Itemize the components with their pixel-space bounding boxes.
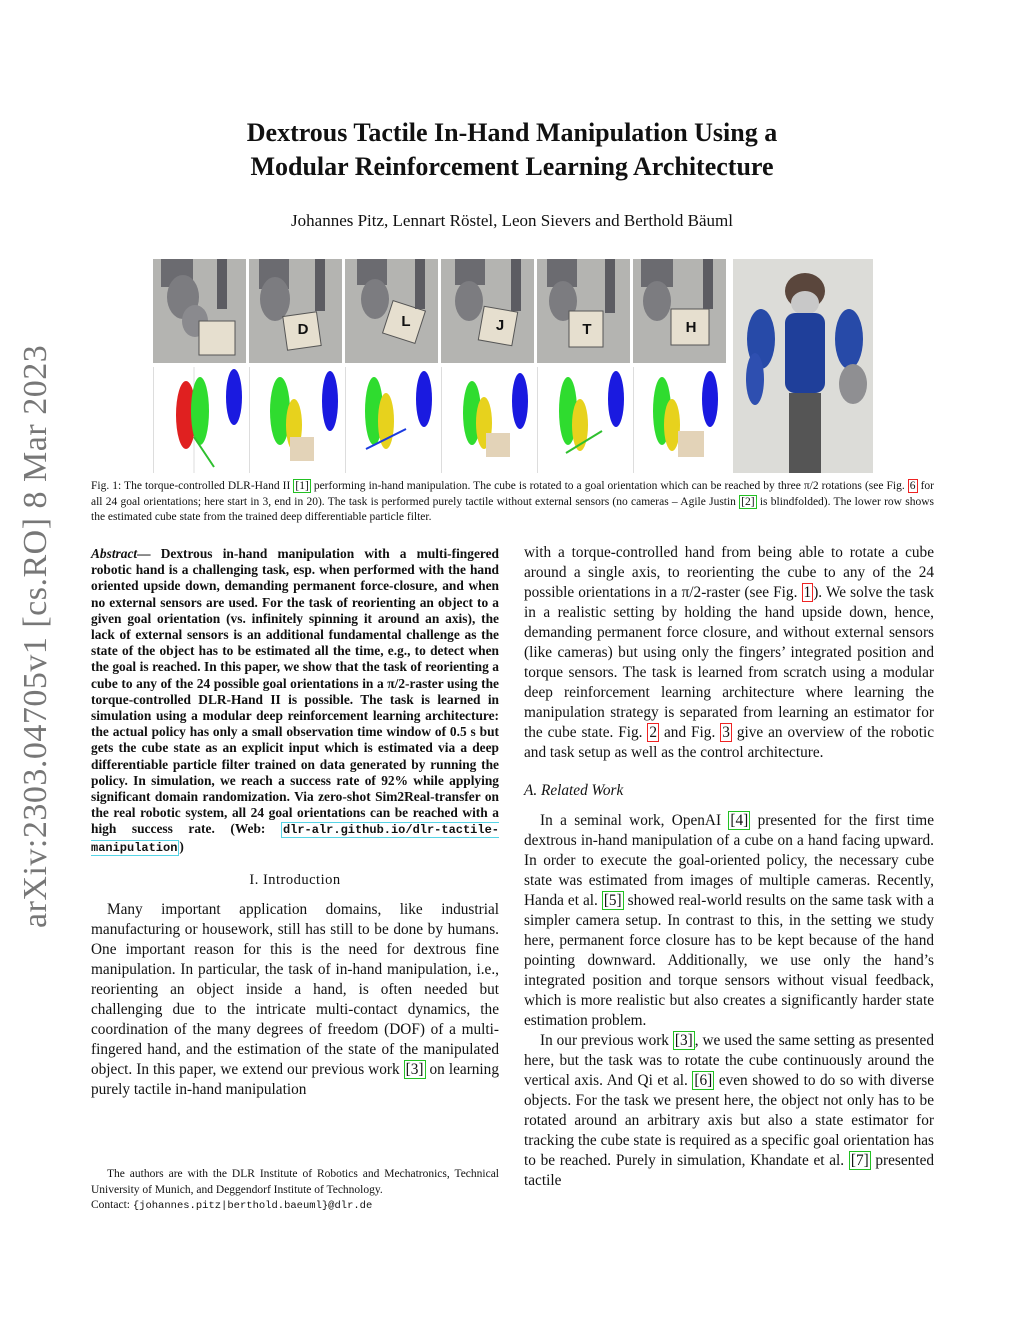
right-p1-text-b: ). We solve the task in a realistic setting by holding the hand upside down, hence, demanding permanent force closure, and without external sensors (like cameras) but using only the fingers’ integrated position and torque sensors. The task is learned from scratch using a modular deep reinforcement learning architecture where learning the manipulation strategy is separated from learning an estimator for the cube state. Fig. xyxy=(524,584,935,741)
intro-text: Many important application domains, like industrial manufacturing or housework, still has still to be done by humans. One important reason for this is the need for dextrous fine manipulation. In particular, the task of in-hand manipulation, i.e., reorienting an object inside a hand, is often needed but challenging due to the intricate multi-contact dynamics, the coordination of the many degrees of freedom (DOF) of a multi-fingered hand, and the estimation of the state of the manipulated object. In this paper, we extend our previous work xyxy=(91,900,499,1078)
abstract-close: ) xyxy=(179,838,184,854)
hand-photo-2 xyxy=(249,259,342,363)
right-p1-text-c: and Fig. xyxy=(659,724,721,741)
photo-frame-6 xyxy=(633,259,726,363)
sim-render-3 xyxy=(346,367,439,473)
photo-frame-1 xyxy=(153,259,246,363)
rw-p2-text-d: presented tactile xyxy=(524,1152,935,1189)
figure-3-link[interactable]: 3 xyxy=(722,724,730,741)
sim-frame-6 xyxy=(633,367,727,473)
cube-letter-4: J xyxy=(495,317,505,334)
figure-1-link[interactable]: 1 xyxy=(803,584,812,601)
hand-photo-4 xyxy=(441,259,534,363)
caption-text-1: Fig. 1: The torque-controlled DLR-Hand II xyxy=(91,480,294,492)
figure-caption xyxy=(91,479,934,526)
right-p1-text-a: with a torque-controlled hand from being able to rotate a cube around a single axis, to reorienting the cube to any of the 24 possible orientations in a π/2-raster (see Fig. xyxy=(524,544,934,601)
hand-photo-1 xyxy=(153,259,246,363)
sim-render-6 xyxy=(634,367,727,473)
cube-letter-3: L xyxy=(401,313,411,330)
citation-5[interactable]: [5] xyxy=(603,892,622,909)
sim-render-5 xyxy=(538,367,631,473)
right-column xyxy=(524,543,934,1191)
rw-p1-text-c: showed real-world results on the same task with a simpler camera setup. In contrast to this, in the setting we study here, permanent force closure has to be kept because of the hand pointing downward. Additionally, we use only the hand’s integrated position and torque sensors without visual feedback, which is more realistic but also creates a significantly harder state estimation problem. xyxy=(524,892,934,1029)
abstract-text: — Dextrous in-hand manipulation with a multi-fingered robotic hand is a challenging task, esp. when performed with the hand oriented upside down, demanding permanent force-closure, and when no external sensors are used. For the task of reorienting an object to a given goal orientation (vs. infinitely spinning it around an axis), the lack of external sensors is an additional fundamental challenge as the state of the object has to be estimated all the time, e.g., to detect when the goal is reached. In this paper, we show that the task of reorienting a cube to any of the 24 possible goal orientations in a π/2-raster using the torque-controlled DLR-Hand II is possible. The task is learned in simulation using a modular deep reinforcement learning architecture: the actual policy has only a small observation time window of 0.5 s but gets the cube state as an explicit input which is estimated via a deep differentiable particle filter trained on data generated by running the policy. In simulation, we reach a success rate of 92% while applying significant domain randomization. Via zero-shot Sim2Real-transfer on the real robotic system, all 24 goal orientations can be reached with a high success rate. (Web: xyxy=(91,546,499,837)
agile-justin-photo xyxy=(733,259,873,473)
arxiv-identifier: arXiv:2303.04705v1 [cs.RO] 8 Mar 2023 xyxy=(17,344,54,928)
intro-paragraph xyxy=(91,900,499,1100)
photo-frame-3 xyxy=(345,259,438,363)
sim-frame-3 xyxy=(345,367,439,473)
caption-citation-2[interactable]: [2] xyxy=(741,495,755,508)
sim-render-4 xyxy=(442,367,535,473)
caption-citation-1[interactable]: [1] xyxy=(295,480,309,492)
caption-text-3: for all 24 goal orientations; here start in 3, end in 20). The task is performed purely tactile without external sensors (no cameras – Agile Justin xyxy=(91,480,934,508)
rw-p2-text-b: , we used the same setting as presented here, but the task was to rotate the cube continuously around the vertical axis. And Qi et al. xyxy=(524,1032,934,1089)
sim-frame-4 xyxy=(441,367,535,473)
intro-citation[interactable]: [3] xyxy=(405,1060,424,1078)
contact-label: Contact: xyxy=(91,1199,133,1211)
citation-6[interactable]: [6] xyxy=(694,1072,713,1089)
hand-photo-6 xyxy=(633,259,726,363)
caption-text-4: is blindfolded). The lower row shows the estimated cube state from the trained deep differentiable particle filter. xyxy=(91,495,934,523)
abstract-label: Abstract xyxy=(91,546,138,561)
author-footnote xyxy=(91,1167,499,1215)
photo-frame-5 xyxy=(537,259,630,363)
rw-p1-text-b: presented for the first time dextrous in-hand manipulation of a cube on a hand facing upward. In order to execute the goal-oriented policy, the necessary cube state was estimated from images of multiple cameras. Recently, Handa et al. xyxy=(524,812,934,909)
contact-line xyxy=(91,1198,499,1215)
cube-letter-6: H xyxy=(685,319,697,336)
sim-render-1 xyxy=(154,367,247,473)
rw-p1-text-a: In a seminal work, OpenAI xyxy=(540,812,729,829)
related-work-paragraph-2 xyxy=(524,1031,934,1191)
contact-email[interactable]: {johannes.pitz|berthold.baeuml}@dlr.de xyxy=(132,1200,373,1212)
photo-frame-2 xyxy=(249,259,342,363)
left-column xyxy=(91,546,499,1100)
intro-text-end: on learning purely tactile in-hand manipulation xyxy=(91,1060,499,1098)
robot-illustration xyxy=(733,259,873,473)
sim-frame-1 xyxy=(153,367,247,473)
caption-figure-link[interactable]: 6 xyxy=(909,480,916,492)
rw-p2-text-c: even showed to do so with diverse objects. For the task we present here, the object not only has to be rotated around an arbitrary axis but also a state estimator for tracking the cube state is required as a specific goal orientation has to be reached. Purely in simulation, Khandate et al. xyxy=(524,1072,934,1169)
sim-frame-5 xyxy=(537,367,631,473)
citation-3[interactable]: [3] xyxy=(674,1032,693,1049)
figure-2-link[interactable]: 2 xyxy=(649,724,658,741)
citation-4[interactable]: [4] xyxy=(730,812,749,829)
cube-letter-5: T xyxy=(582,321,592,338)
photo-frame-4 xyxy=(441,259,534,363)
affiliation-text: The authors are with the DLR Institute of Robotics and Mechatronics, Technical University of Munich, and Deggendorf Institute of Technology. xyxy=(91,1168,499,1196)
cube-letter-1 xyxy=(210,327,234,347)
rw-p2-text-a: In our previous work xyxy=(540,1032,673,1049)
project-website-link[interactable]: dlr-alr.github.io/dlr-tactile-manipulation xyxy=(91,823,499,855)
sim-frame-2 xyxy=(249,367,343,473)
right-p1-text-d: give an overview of the robotic and task setup as well as the control architecture. xyxy=(524,724,934,761)
section-heading-introduction: I. Introduction xyxy=(249,871,341,888)
cube-letter-2: D xyxy=(297,321,309,338)
caption-text-2: performing in-hand manipulation. The cube is rotated to a goal orientation which can be reached by three π/2 rotations (see Fig. xyxy=(310,480,908,492)
right-paragraph-1 xyxy=(524,543,934,763)
paper-title xyxy=(150,116,874,184)
citation-7[interactable]: [7] xyxy=(850,1152,869,1169)
title-line-1: Dextrous Tactile In-Hand Manipulation Using a xyxy=(246,118,778,147)
abstract-paragraph xyxy=(91,546,499,856)
title-line-2: Modular Reinforcement Learning Architecture xyxy=(250,152,774,181)
figure-1 xyxy=(153,259,873,473)
author-list: Johannes Pitz, Lennart Röstel, Leon Sievers and Berthold Bäuml xyxy=(291,211,733,230)
sim-render-2 xyxy=(250,367,343,473)
subsection-heading-related-work: A. Related Work xyxy=(524,782,624,799)
hand-photo-3 xyxy=(345,259,438,363)
related-work-paragraph-1 xyxy=(524,811,934,1031)
hand-photo-5 xyxy=(537,259,630,363)
